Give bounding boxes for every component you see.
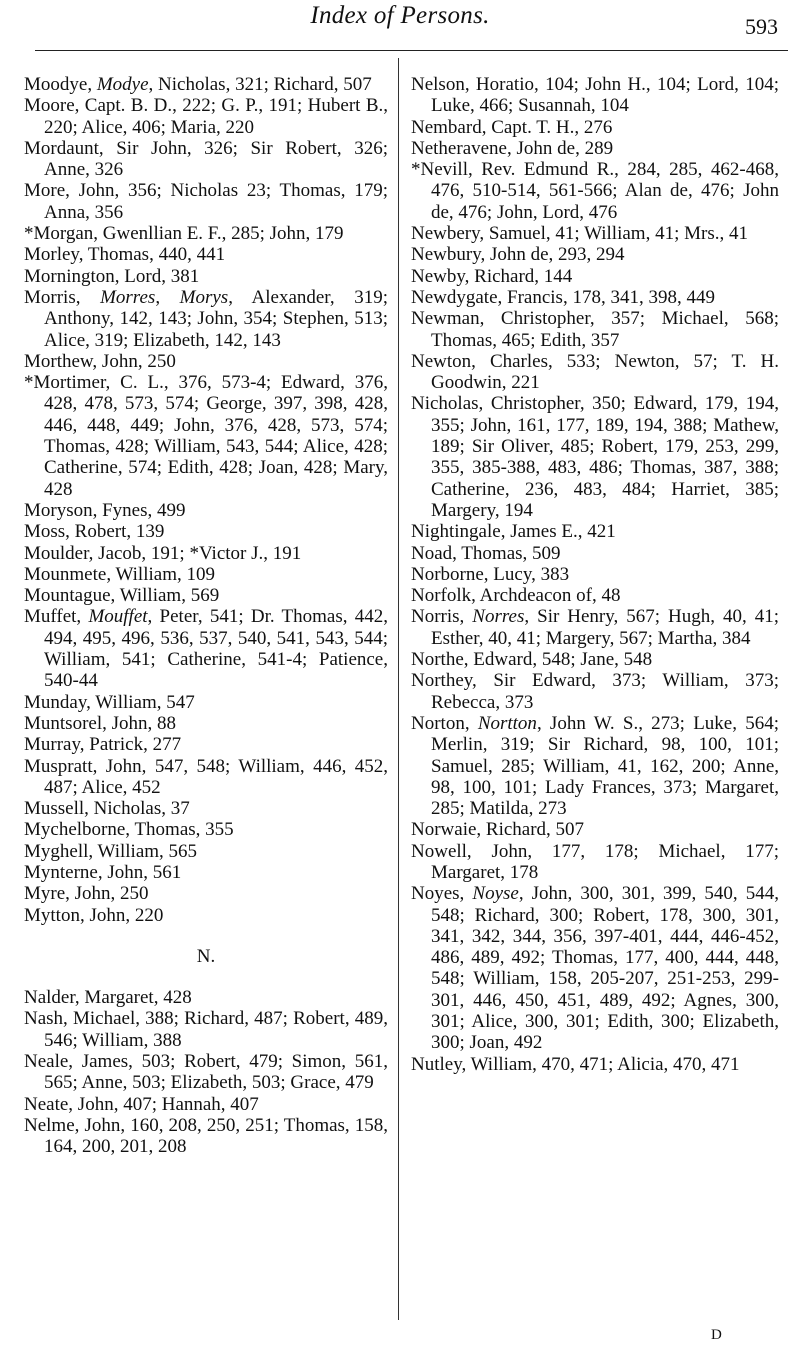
index-entry [411,1054,779,1075]
index-entry [24,987,388,1008]
name-variant: Noyse [472,883,519,905]
index-entry [24,500,388,521]
entry-text: Neale, James, 503; Robert, 479; Simon, 561, 565; Anne, 503; Elizabeth, 503; Grace, 479 [24,1051,388,1094]
page-header [0,0,800,50]
index-entry [411,841,779,884]
entry-text: Norfolk, Archdeacon of, 48 [411,585,621,607]
index-entry [24,521,388,542]
column-divider [398,58,399,1320]
entry-text: , John, 300, 301, 399, 540, 544, 548; Richard, 300; Robert, 178, 300, 301, 341, 342, 344, 356, 397-401, 444, 446-452, 486, 489, 492; Thomas, 177, 400, 444, 448, 548; William, 158, 205-207, 251-253, 299-301, 446, 450, 451, 489, 492; Agnes, 300, 301; Alice, 300, 301; Edith, 300; Elizabeth, 300; Joan, 492 [431,883,779,1054]
entry-text: Moryson, Fynes, 499 [24,499,186,521]
index-entry [24,372,388,500]
index-entry [411,287,779,308]
index-entry [411,74,779,117]
entry-text: , Nicholas, 321; Richard, 507 [148,74,372,95]
entry-text: Norris, [411,606,473,628]
entry-text: Nelme, John, 160, 208, 250, 251; Thomas, 158, 164, 200, 201, 208 [24,1114,388,1158]
entry-text: *Nevill, Rev. Edmund R., 284, 285, 462-468, 476, 510-514, 561-566; Alan de, 476; John de, 476; John, Lord, 476 [411,159,779,223]
entry-text: Mordaunt, Sir John, 326; Sir Robert, 326; Anne, 326 [24,137,388,181]
index-entry [24,585,388,606]
entry-text: Nembard, Capt. T. H., 276 [411,116,613,138]
entry-text: Nightingale, James E., 421 [411,521,616,543]
index-entry [24,713,388,734]
index-entry [411,117,779,138]
name-variant: Mouffet [88,606,148,628]
entry-text: Newbery, Samuel, 41; William, 41; Mrs., 41 [411,223,748,245]
index-entry [24,841,388,862]
entry-text: More, John, 356; Nicholas 23; Thomas, 179; Anna, 356 [24,180,388,223]
right-column [411,74,779,1075]
index-entry [411,670,779,713]
entry-text: Moore, Capt. B. D., 222; G. P., 191; Hubert B., 220; Alice, 406; Maria, 220 [24,95,388,138]
name-variant: Morys [179,286,229,308]
name-variant: Norres [472,606,525,628]
entry-text: Morley, Thomas, 440, 441 [24,244,226,266]
index-entry [411,244,779,265]
entry-text: Norborne, Lucy, 383 [411,563,570,585]
index-entry [411,713,779,819]
index-entry [24,905,388,926]
entry-text: Nicholas, Christopher, 350; Edward, 179, 194, 355; John, 161, 177, 189, 194, 388; Mathew, 189; Sir Oliver, 485; Robert, 179, 253, 299, 355, 385-388, 483, 486; Thomas, 387, 388; Catherine, 236, 483, 484; Harriet, 385; Margery, 194 [411,393,779,521]
entry-text: Mynterne, John, 561 [24,861,182,883]
entry-text: Muffet, [24,606,89,628]
entry-text: , Alexander, 319; Anthony, 142, 143; John, 354; Stephen, 513; Alice, 319; Elizabeth, 142, 143 [44,286,388,351]
index-entry [24,862,388,883]
index-entry [24,74,388,95]
entry-text: Newman, Christopher, 357; Michael, 568; Thomas, 465; Edith, 357 [411,308,779,351]
entry-text: *Mortimer, C. L., 376, 573-4; Edward, 376, 428, 478, 573, 574; George, 397, 398, 428, 446, 448, 449; John, 376, 428, 573, 574; Thomas, 428; William, 543, 544; Alice, 428; Catherine, 574; Edith, 428; Joan, 428; Mary, 428 [24,372,388,500]
entry-text: Nash, Michael, 388; Richard, 487; Robert, 489, 546; William, 388 [24,1008,388,1051]
index-entry [411,308,779,351]
entry-text: , Peter, 541; Dr. Thomas, 442, 494, 495, 496, 536, 537, 540, 541, 543, 544; William, 541; Catherine, 541-4; Patience, 540-44 [44,606,388,692]
left-column [24,74,388,1158]
entry-text: Netheravene, John de, 289 [411,137,614,159]
blank-line [24,967,388,987]
entry-text: Nalder, Margaret, 428 [24,987,192,1009]
index-entry [411,223,779,244]
entry-text: Newbury, John de, 293, 294 [411,244,625,266]
index-entry [24,883,388,904]
entry-text: Mountague, William, 569 [24,585,220,607]
index-entry [411,819,779,840]
running-title: Index of Persons. [310,2,490,29]
entry-text: Northey, Sir Edward, 373; William, 373; Rebecca, 373 [411,670,779,713]
entry-text: Morris, [24,286,101,308]
index-entry [24,606,388,691]
index-entry [411,351,779,394]
entry-text: Murray, Patrick, 277 [24,734,182,756]
index-entry [24,543,388,564]
entry-text: Newton, Charles, 533; Newton, 57; T. H. Goodwin, 221 [411,350,779,394]
entry-text: Muspratt, John, 547, 548; William, 446, 452, 487; Alice, 452 [24,755,388,798]
index-entry [24,266,388,287]
index-entry [24,95,388,138]
index-entry [24,138,388,181]
entry-text: Munday, William, 547 [24,691,195,713]
name-variant: Modye [96,74,149,95]
index-entry [411,649,779,670]
entry-text: Nelson, Horatio, 104; John H., 104; Lord, 104; Luke, 466; Susannah, 104 [411,74,779,117]
entry-text: Newdygate, Francis, 178, 341, 398, 449 [411,286,715,308]
index-entry [411,585,779,606]
index-entry [24,798,388,819]
header-rule [35,50,788,51]
entry-text: , Sir Henry, 567; Hugh, 40, 41; Esther, 40, 41; Margery, 567; Martha, 384 [431,606,779,649]
index-entry [24,223,388,244]
entry-text: Northe, Edward, 548; Jane, 548 [411,649,653,671]
index-entry [24,180,388,223]
entry-text: Mornington, Lord, 381 [24,265,200,287]
index-entry [24,819,388,840]
entry-text: Norton, [411,712,478,734]
index-entry [411,393,779,521]
index-entry [24,1115,388,1158]
entry-text: , John W. S., 273; Luke, 564; Merlin, 319; Sir Richard, 98, 100, 101; Samuel, 285; William, 41, 162, 200; Anne, 98, 100, 101; Lady Frances, 373; Margaret, 285; Matilda, 273 [431,712,779,820]
entry-text: Muntsorel, John, 88 [24,712,176,734]
index-entry [411,138,779,159]
index-entry [24,1051,388,1094]
index-entry [24,564,388,585]
entry-text: Moss, Robert, 139 [24,521,165,543]
name-variant: Nortton [477,712,537,734]
entry-text: Norwaie, Richard, 507 [411,819,585,841]
entry-text: Myre, John, 250 [24,883,149,905]
entry-text: Newby, Richard, 144 [411,265,573,287]
name-variant: Morres [100,286,156,308]
index-entry [411,564,779,585]
entry-text: Myghell, William, 565 [24,840,198,862]
index-entry [24,244,388,265]
entry-text: , [155,286,180,308]
signature-mark: D [711,1327,722,1343]
index-entry [24,287,388,351]
index-entry [24,734,388,755]
entry-text: Mounmete, William, 109 [24,563,215,585]
index-entry [411,543,779,564]
entry-text: Moulder, Jacob, 191; *Victor J., 191 [24,542,302,564]
entry-text: Moodye, [24,74,97,95]
index-entry [411,521,779,542]
index-entry [411,883,779,1053]
entry-text: Mussell, Nicholas, 37 [24,798,190,820]
entry-text: Noyes, [411,883,473,905]
entry-text: Noad, Thomas, 509 [411,542,561,564]
index-entry [24,1094,388,1115]
page-number: 593 [745,14,778,39]
entry-text: Mychelborne, Thomas, 355 [24,819,234,841]
entry-text: Neate, John, 407; Hannah, 407 [24,1093,259,1115]
entry-text: Mytton, John, 220 [24,904,164,926]
blank-line [24,926,388,946]
index-entry [24,1008,388,1051]
index-entry [24,692,388,713]
entry-text: N. [196,945,216,967]
index-entry [411,606,779,649]
index-entry [24,756,388,799]
entry-text: Nowell, John, 177, 178; Michael, 177; Margaret, 178 [411,840,779,883]
entry-text: Nutley, William, 470, 471; Alicia, 470, 471 [411,1053,740,1075]
section-heading [24,946,388,967]
index-entry [411,266,779,287]
entry-text: Morthew, John, 250 [24,350,176,372]
entry-text: *Morgan, Gwenllian E. F., 285; John, 179 [24,223,344,245]
index-entry [411,159,779,223]
index-entry [24,351,388,372]
